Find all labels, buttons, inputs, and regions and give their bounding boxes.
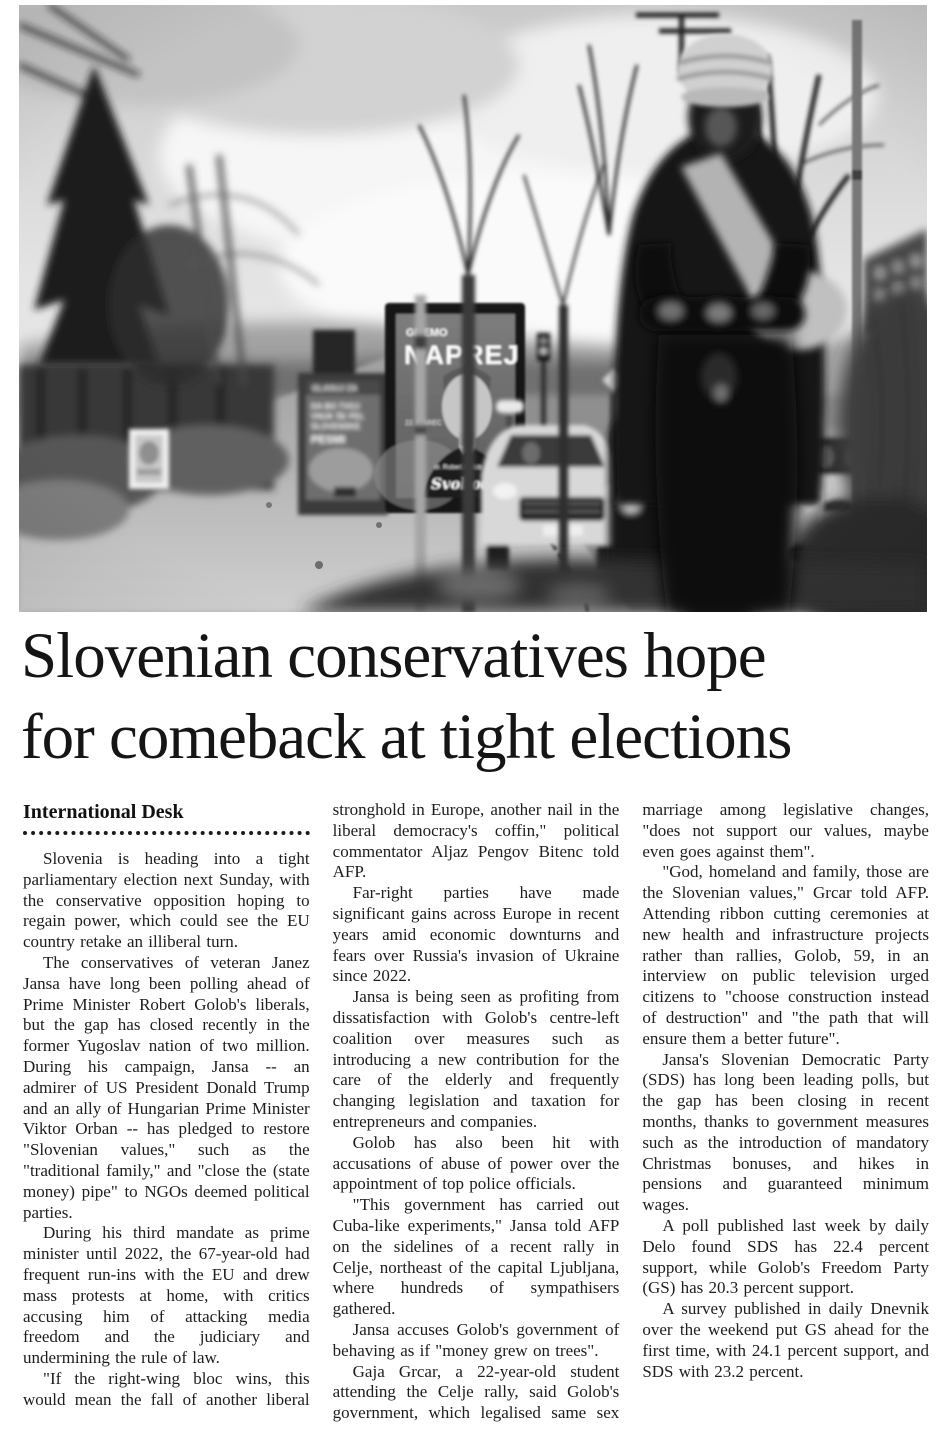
- article-paragraph: Golob has also been hit with accusations of abuse of power over the appointment of top police officials.: [332, 1132, 620, 1194]
- article-paragraph: "If the right-wing bloc wins, this would mean the fall of another liberal stronghold in Europe, another nail in the liberal democracy's coffin," political commentator Aljaz Pengov Bitenc told AFP.: [23, 800, 620, 1409]
- byline: International Desk: [23, 801, 184, 823]
- article-paragraph: Far-right parties have made significant gains across Europe in recent years amid economic downturns and fears over Russia's invasion of Ukraine since 2022.: [332, 883, 620, 986]
- article-paragraph: During his third mandate as prime minister until 2022, the 67-year-old had frequent run-ins with the EU and drew mass protests at home, with critics accusing him of attacking media freedom and the judiciary and undermining the rule of law.: [23, 1223, 310, 1368]
- article-paragraph: A survey published in daily Dnevnik over the weekend put GS ahead for the first time, with 24.1 percent support, and SDS with 23.2 percent.: [642, 1299, 929, 1381]
- article-paragraph: "God, homeland and family, those are the Slovenian values," Grcar told AFP. Attending ribbon cutting ceremonies at new health and infrastructure projects rather than rallies, Golob, 59, in an interview on public television urged citizens to "choose construction instead of destruction" and "the path that will ensure them a better future".: [642, 862, 929, 1048]
- article-paragraph: Jansa accuses Golob's government of behaving as if "money grew on trees".: [332, 1319, 620, 1360]
- article-paragraph: Slovenia is heading into a tight parliamentary election next Sunday, with the conservative opposition hoping to regain power, which could see the EU country retake an illiberal turn.: [23, 849, 310, 952]
- article-paragraph: Jansa's Slovenian Democratic Party (SDS) has long been leading polls, but the gap has been closing in recent months, thanks to government measures such as the introduction of mandatory Christmas bonuses, and hikes in pensions and guaranteed minimum wages.: [642, 1049, 929, 1215]
- article-paragraph: Jansa is being seen as profiting from dissatisfaction with Golob's centre-left coalition over measures such as introducing a new contribution for the care of the elderly and frequently changing legislation and taxation for entrepreneurs and companies.: [332, 987, 620, 1131]
- street-scene-photo: [19, 5, 927, 612]
- headline: [21, 616, 933, 778]
- article-body: [23, 800, 929, 1428]
- lead-photo: [19, 5, 927, 612]
- article-paragraph: Gaja Grcar, a 22-year-old student attending the Celje rally, said Golob's government, which legalised same sex marriage among legislative changes, "does not support our values, maybe even goes against them".: [332, 800, 929, 1423]
- article-paragraph: The conservatives of veteran Janez Jansa have long been polling ahead of Prime Minister Robert Golob's liberals, but the gap has closed recently in the former Yugoslav nation of two million. During his campaign, Jansa -- an admirer of US President Donald Trump and an ally of Hungarian Prime Minister Viktor Orban -- has pledged to restore "Slovenian values," such as the "traditional family," and "close the (state money) pipe" to NGOs deemed political parties.: [23, 952, 310, 1222]
- byline-dotted-rule: [23, 829, 310, 835]
- headline-line2: for comeback at tight elections: [21, 701, 792, 773]
- article-paragraph: "This government has carried out Cuba-like experiments," Jansa told AFP on the sidelines of a recent rally in Celje, northeast of the capital Ljubljana, where hundreds of sympathisers gathered.: [332, 1195, 620, 1319]
- vignette: [19, 5, 927, 612]
- article-paragraph: A poll published last week by daily Delo found SDS has 22.4 percent support, while Golob's Freedom Party (GS) has 20.3 percent support.: [642, 1215, 929, 1298]
- headline-line1: Slovenian conservatives hope: [21, 620, 766, 692]
